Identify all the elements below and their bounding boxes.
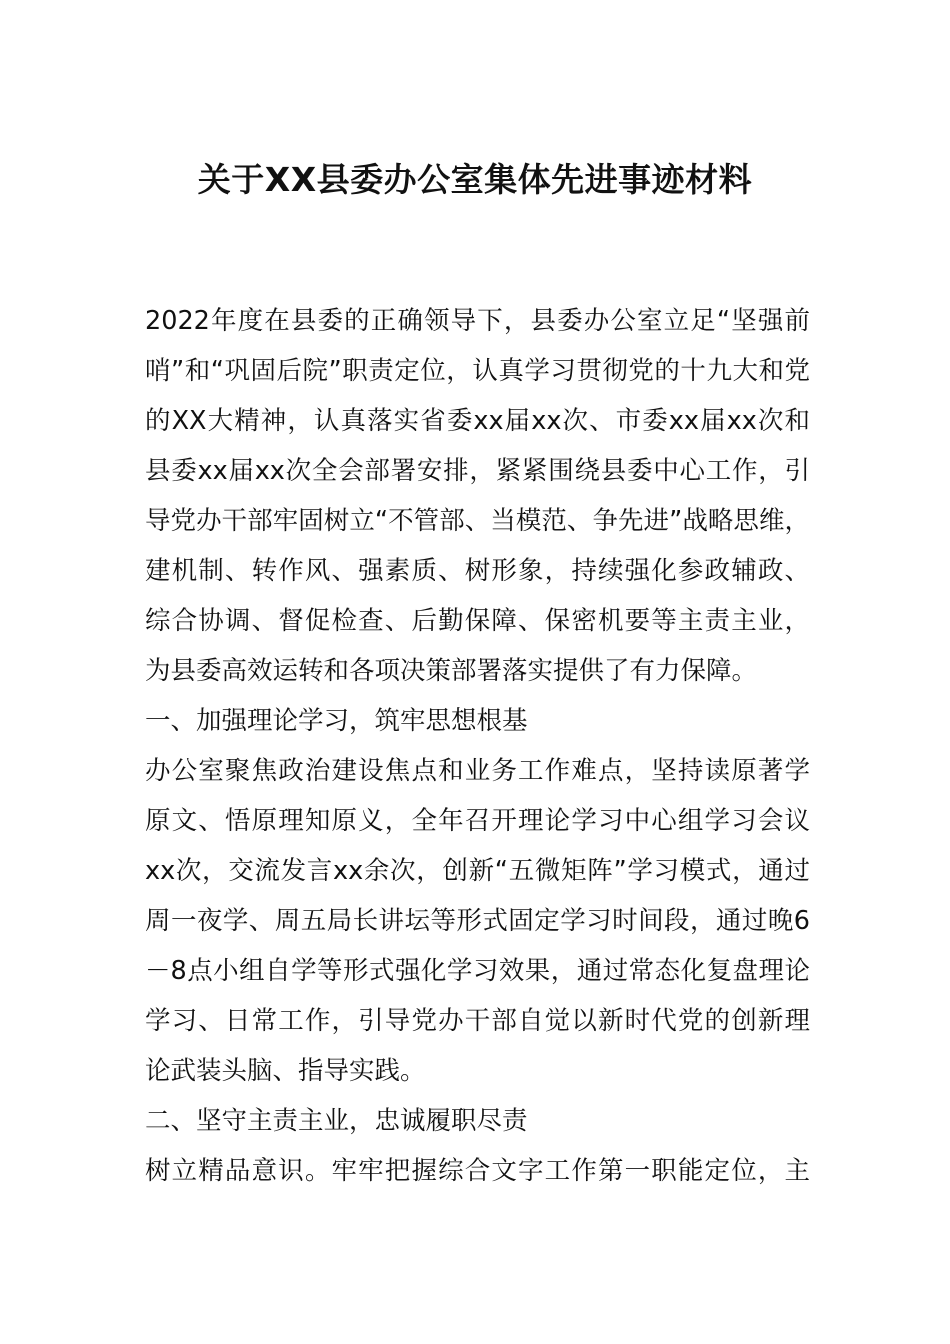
paragraph-line: －8点小组自学等形式强化学习效果，通过常态化复盘理论 xyxy=(145,956,810,986)
paragraph-line: 的XX大精神，认真落实省委xx届xx次、市委xx届xx次和 xyxy=(145,406,810,436)
section-heading: 一、加强理论学习，筑牢思想根基 xyxy=(145,706,528,736)
paragraph-line: 周一夜学、周五局长讲坛等形式固定学习时间段，通过晚6 xyxy=(145,906,810,936)
paragraph-line: 2022年度在县委的正确领导下，县委办公室立足“坚强前 xyxy=(145,306,810,336)
paragraph-line: 县委xx届xx次全会部署安排，紧紧围绕县委中心工作，引 xyxy=(145,456,810,486)
document-body xyxy=(145,296,810,1196)
paragraph-line: 综合协调、督促检查、后勤保障、保密机要等主责主业， xyxy=(145,606,810,636)
paragraph-line: 哨”和“巩固后院”职责定位，认真学习贯彻党的十九大和党 xyxy=(145,356,810,386)
paragraph-line: 树立精品意识。牢牢把握综合文字工作第一职能定位，主 xyxy=(145,1156,810,1186)
paragraph-line: 导党办干部牢固树立“不管部、当模范、争先进”战略思维， xyxy=(145,506,810,536)
paragraph-line: 办公室聚焦政治建设焦点和业务工作难点，坚持读原著学 xyxy=(145,756,810,786)
paragraph-line: 建机制、转作风、强素质、树形象，持续强化参政辅政、 xyxy=(145,556,810,586)
paragraph-line: 论武装头脑、指导实践。 xyxy=(145,1056,426,1086)
paragraph-line: 学习、日常工作，引导党办干部自觉以新时代党的创新理 xyxy=(145,1006,810,1036)
paragraph-line: 原文、悟原理知原义，全年召开理论学习中心组学习会议 xyxy=(145,806,810,836)
document-title: 关于XX县委办公室集体先进事迹材料 xyxy=(197,160,753,199)
paragraph-line: xx次，交流发言xx余次，创新“五微矩阵”学习模式，通过 xyxy=(145,856,810,886)
paragraph-line: 为县委高效运转和各项决策部署落实提供了有力保障。 xyxy=(145,656,758,686)
section-heading: 二、坚守主责主业，忠诚履职尽责 xyxy=(145,1106,528,1136)
